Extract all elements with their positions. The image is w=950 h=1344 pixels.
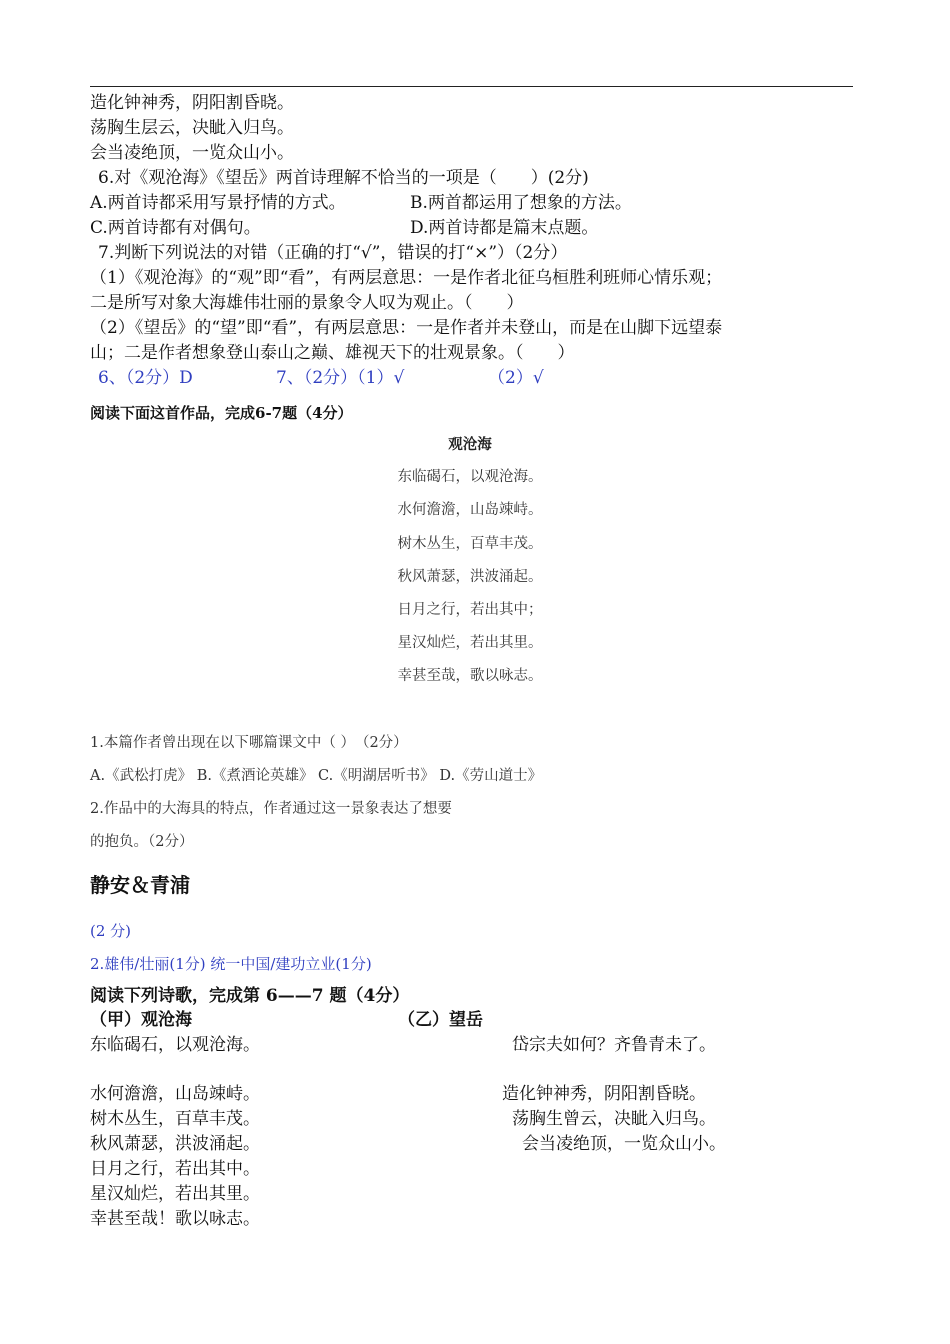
- poem-jia-line: 水何澹澹，山岛竦峙。: [90, 1084, 260, 1104]
- poem-jia-line: 秋风萧瑟，洪波涌起。: [90, 1134, 260, 1154]
- poem-jia-title: （甲）观沧海: [90, 1010, 192, 1030]
- section2-poem-line: 星汉灿烂，若出其里。: [397, 635, 543, 651]
- poem-jia-line: 树木丛生，百草丰茂。: [90, 1109, 260, 1129]
- top-poem-line-2: 荡胸生层云，决眦入归鸟。: [90, 118, 294, 138]
- top-poem-line-1: 造化钟神秀，阴阳割昏晓。: [90, 93, 294, 113]
- q6-stem: 6.对《观沧海》《望岳》两首诗理解不恰当的一项是（ ）(2分): [98, 168, 589, 188]
- section2-q2-line1: 2.作品中的大海具的特点，作者通过这一景象表达了想要: [90, 801, 452, 817]
- poem-jia-line: 东临碣石，以观沧海。: [90, 1035, 260, 1055]
- answer-7-part1: 7、（2分）（1）√: [276, 368, 405, 388]
- answer-7-part2: （2）√: [488, 368, 544, 388]
- section2-poem-line: 树木丛生，百草丰茂。: [397, 536, 543, 552]
- section2-instruction: 阅读下面这首作品，完成6-7题（4分）: [90, 404, 353, 422]
- poem-yi-line: 岱宗夫如何？齐鲁青未了。: [512, 1035, 716, 1055]
- header-rule: [90, 86, 853, 87]
- section3-answer-2: 2.雄伟/壮丽(1分) 统一中国/建功立业(1分): [90, 955, 372, 973]
- q6-option-d: D.两首诗都是篇末点题。: [410, 218, 599, 238]
- section2-poem-line: 东临碣石，以观沧海。: [397, 469, 543, 485]
- section2-q1-options: A.《武松打虎》 B.《煮酒论英雄》 C.《明湖居听书》 D.《劳山道士》: [90, 768, 543, 784]
- section2-q1: 1.本篇作者曾出现在以下哪篇课文中（ ） （2分）: [90, 735, 408, 751]
- poem-yi-line: 会当凌绝顶，一览众山小。: [522, 1134, 726, 1154]
- section3-heading: 静安＆青浦: [90, 873, 190, 897]
- poem-jia-line: 日月之行，若出其中。: [90, 1159, 260, 1179]
- section2-q2-line2: 的抱负。（2分）: [90, 834, 194, 850]
- top-poem-line-3: 会当凌绝顶，一览众山小。: [90, 143, 294, 163]
- answer-6: 6、（2分）D: [98, 368, 193, 388]
- section2-poem-line: 幸甚至哉，歌以咏志。: [397, 668, 543, 684]
- q7-item1-line2: 二是所写对象大海雄伟壮丽的景象令人叹为观止。（ ）: [90, 293, 524, 313]
- q7-item2-line2: 山；二是作者想象登山泰山之巅、雄视天下的壮观景象。（ ）: [90, 343, 575, 363]
- poem-jia-line: 幸甚至哉！歌以咏志。: [90, 1209, 260, 1229]
- q7-item2-line1: （2）《望岳》的“望”即“看”，有两层意思：一是作者并未登山，而是在山脚下远望泰: [90, 318, 723, 338]
- q7-item1-line1: （1）《观沧海》的“观”即“看”，有两层意思：一是作者北征乌桓胜利班师心情乐观；: [90, 268, 723, 288]
- section2-poem-line: 水何澹澹，山岛竦峙。: [397, 502, 543, 518]
- poem-yi-title: （乙）望岳: [398, 1010, 483, 1030]
- poem-yi-line: 造化钟神秀，阴阳割昏晓。: [502, 1084, 706, 1104]
- section2-poem-title: 观沧海: [448, 436, 492, 453]
- section2-poem-line: 秋风萧瑟，洪波涌起。: [397, 569, 543, 585]
- q6-option-a: A.两首诗都采用写景抒情的方式。: [90, 193, 346, 213]
- poem-yi-line: 荡胸生曾云，决眦入归鸟。: [512, 1109, 716, 1129]
- poem-jia-line: 星汉灿烂，若出其里。: [90, 1184, 260, 1204]
- q7-stem: 7.判断下列说法的对错（正确的打“√”，错误的打“×”）（2分）: [98, 243, 568, 263]
- q6-option-b: B.两首都运用了想象的方法。: [410, 193, 632, 213]
- section2-poem-line: 日月之行，若出其中；: [397, 602, 543, 618]
- section3-answer-1: (2 分): [90, 922, 132, 940]
- section3-instruction: 阅读下列诗歌，完成第 6——7 题（4分）: [90, 986, 410, 1006]
- q6-option-c: C.两首诗都有对偶句。: [90, 218, 261, 238]
